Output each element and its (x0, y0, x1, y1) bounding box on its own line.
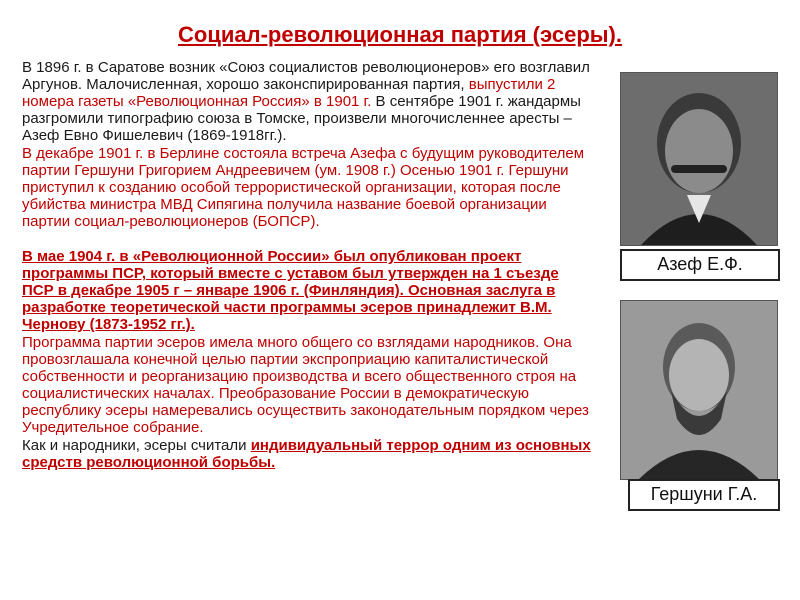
paragraph-1-highlight: выпустили 2 номера газеты «Революционная Россия» в 1901 г. (22, 76, 556, 110)
paragraph-5 (22, 437, 594, 471)
portrait-azef-image (621, 73, 777, 245)
paragraph-5-text: Как и народники, эсеры считали (22, 437, 251, 454)
paragraph-3-text: В мае 1904 г. в «Революционной России» был опубликован проект программы ПСР, который вместе с уставом был утвержден на 1 съезде ПСР в декабре 1905 г – январе 1906 г. (Финляндия). Основная заслуга в разработке теоретической части программы эсеров принадлежит В.М. Чернову (1873-1952 гг.). (22, 248, 559, 333)
paragraph-1-text: В 1896 г. в Саратове возник «Союз социалистов революционеров» его возглавил Аргунов. Малочисленная, хорошо законспирированная партия, (22, 59, 590, 93)
paragraph-3 (22, 248, 594, 333)
main-text (22, 59, 594, 472)
portrait-gershuni-image (621, 301, 777, 479)
paragraph-4-text: Программа партии эсеров имела много общего со взглядами народников. Она провозглашала конечной целью партии экспроприацию капиталистической собственности и реорганизацию производства и всего общественного строя на социалистических началах. Преобразование России в демократическую республику эсеры намеревались осуществить законодательным порядком через Учредительное собрание. (22, 334, 589, 436)
portrait-azef-caption: Азеф Е.Ф. (620, 249, 780, 281)
paragraph-1-tail: В сентябре 1901 г. жандармы разгромили типографию союза в Томске, произвели многочисленнее аресты – Азеф Евно Фишелевич (1869-1918гг.). (22, 93, 581, 144)
paragraph-2 (22, 145, 594, 230)
paragraph-4 (22, 334, 594, 436)
portrait-azef (620, 72, 778, 246)
portrait-gershuni (620, 300, 778, 480)
paragraph-2-text: В декабре 1901 г. в Берлине состояла встреча Азефа с будущим руководителем партии Гершуни Григорием Андреевичем (ум. 1908 г.) Осенью 1901 г. Гершуни приступил к созданию особой террористической организации, которая после убийства министра МВД Сипягина получила название боевой организации партии социал-революционеров (БОПСР). (22, 145, 585, 230)
portrait-gershuni-caption: Гершуни Г.А. (628, 479, 780, 511)
page-title: Социал-революционная партия (эсеры). (178, 22, 622, 47)
paragraph-1 (22, 59, 594, 144)
paragraph-5-highlight: индивидуальный террор одним из основных средств революционной борьбы. (22, 437, 591, 471)
